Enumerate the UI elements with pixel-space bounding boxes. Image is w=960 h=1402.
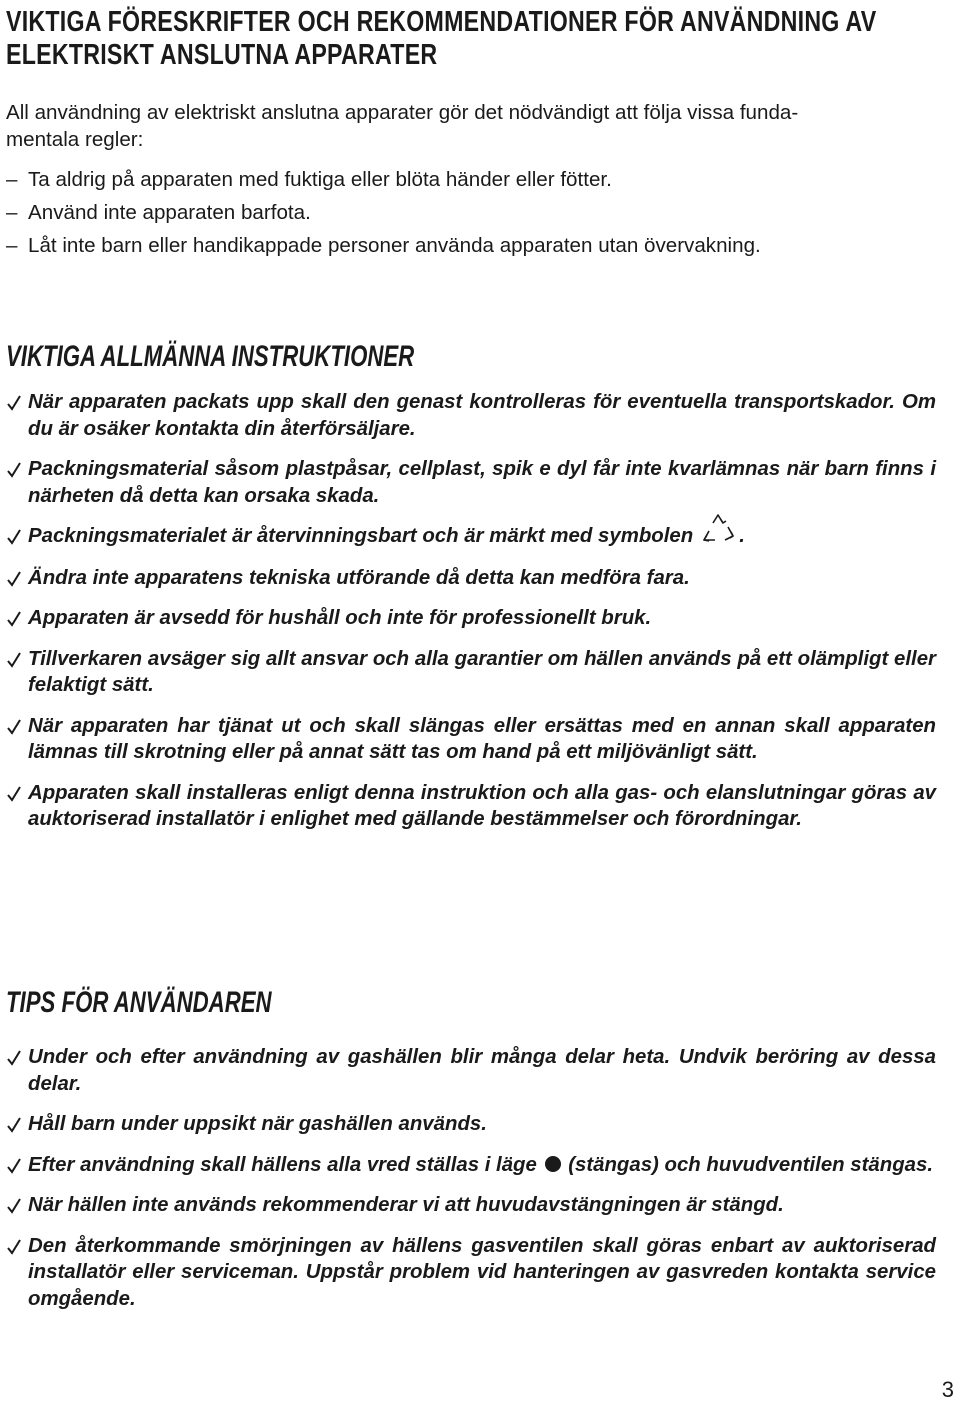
check-icon bbox=[6, 1111, 26, 1133]
general-item bbox=[6, 565, 936, 592]
general-item bbox=[6, 646, 936, 699]
dash-bullet: – bbox=[6, 234, 18, 257]
general-item bbox=[6, 456, 936, 509]
dash-bullet: – bbox=[6, 168, 18, 191]
tip-item-text: Under och efter användning av gashällen blir många delar heta. Undvik beröring av dessa delar. bbox=[28, 1046, 936, 1095]
intro-paragraph bbox=[6, 99, 930, 153]
general-item-text: När apparaten har tjänat ut och skall slängas eller ersättas med en annan skall apparaten lämnas till skrotning eller på annat sätt tas om hand på ett miljövänligt sätt. bbox=[28, 714, 936, 763]
intro-line2: mentala regler: bbox=[6, 128, 144, 151]
general-instructions-list bbox=[6, 389, 936, 847]
main-heading-line2: ELEKTRISKT ANSLUTNA APPARATER bbox=[6, 39, 438, 71]
check-icon bbox=[6, 565, 26, 587]
safety-dash-list bbox=[6, 166, 936, 265]
general-item-text: Apparaten skall installeras enligt denna instruktion och alla gas- och elanslutningar göras av auktoriserad installatör i enlighet med gällande bestämmelser och förordningar. bbox=[28, 781, 936, 830]
general-item-text: Tillverkaren avsäger sig allt ansvar och alla garantier om hällen används på ett olämpligt eller felaktigt sätt. bbox=[28, 647, 936, 696]
general-item-text: Packningsmaterial såsom plastpåsar, cellplast, spik e dyl får inte kvarlämnas när barn finns i närheten då detta kan orsaka skada. bbox=[28, 458, 936, 507]
dash-item bbox=[6, 166, 936, 199]
general-item bbox=[6, 523, 936, 551]
check-icon bbox=[6, 389, 26, 411]
check-icon bbox=[6, 1044, 26, 1066]
user-tips-list bbox=[6, 1044, 936, 1326]
recycle-suffix: . bbox=[739, 525, 745, 548]
tip-item-text: Efter användning skall hällens alla vred ställas i läge bbox=[28, 1153, 537, 1176]
user-tips-heading: TIPS FÖR ANVÄNDAREN bbox=[6, 986, 272, 1019]
check-icon bbox=[6, 1233, 26, 1255]
dash-item bbox=[6, 199, 936, 232]
tip-item bbox=[6, 1111, 936, 1138]
tip-item bbox=[6, 1044, 936, 1097]
general-item-text: Apparaten är avsedd för hushåll och inte för professionellt bruk. bbox=[28, 607, 652, 629]
check-icon bbox=[6, 646, 26, 668]
intro-line1: All användning av elektriskt anslutna apparater gör det nödvändigt att följa vissa funda- bbox=[6, 101, 799, 124]
tip-item bbox=[6, 1233, 936, 1313]
tip-item bbox=[6, 1192, 936, 1219]
check-icon bbox=[6, 713, 26, 735]
dash-item-text: Ta aldrig på apparaten med fuktiga eller blöta händer eller fötter. bbox=[28, 168, 612, 191]
tip-item-text: När hällen inte används rekommenderar vi att huvudavstängningen är stängd. bbox=[28, 1194, 784, 1216]
check-icon bbox=[6, 523, 26, 545]
check-icon bbox=[6, 1152, 26, 1174]
page-number: 3 bbox=[941, 1377, 954, 1402]
dash-item-text: Använd inte apparaten barfota. bbox=[28, 201, 311, 224]
main-heading bbox=[6, 6, 876, 72]
general-item-text: Ändra inte apparatens tekniska utförande då detta kan medföra fara. bbox=[28, 566, 690, 589]
dash-bullet: – bbox=[6, 201, 18, 224]
main-heading-line1: VIKTIGA FÖRESKRIFTER OCH REKOMMENDATIONER FÖR ANVÄNDNING AV bbox=[6, 6, 877, 38]
check-icon bbox=[6, 1192, 26, 1214]
general-item bbox=[6, 713, 936, 766]
general-item-text: Packningsmaterialet är återvinningsbart och är märkt med symbolen bbox=[28, 525, 694, 548]
tip-item-text: Håll barn under uppsikt när gashällen används. bbox=[28, 1113, 487, 1135]
check-icon bbox=[6, 780, 26, 802]
general-item-text: När apparaten packats upp skall den genast kontrolleras för eventuella transportskador. Om du är osäker kontakta din återförsäljare. bbox=[28, 391, 936, 440]
recycle-icon bbox=[701, 513, 735, 551]
general-item bbox=[6, 605, 936, 632]
general-instructions-heading: VIKTIGA ALLMÄNNA INSTRUKTIONER bbox=[6, 340, 415, 373]
tip-item bbox=[6, 1152, 936, 1179]
dash-item-text: Låt inte barn eller handikappade personer använda apparaten utan övervakning. bbox=[28, 234, 761, 257]
check-icon bbox=[6, 605, 26, 627]
general-item bbox=[6, 389, 936, 442]
dash-item bbox=[6, 232, 936, 265]
check-icon bbox=[6, 456, 26, 478]
filled-circle-icon bbox=[545, 1156, 561, 1172]
tip-item-text: Den återkommande smörjningen av hällens gasventilen skall göras enbart av auktoriserad installatör eller serviceman. Uppstår problem vid hanteringen av gasvreden kontakta service omgående. bbox=[28, 1234, 936, 1310]
general-item bbox=[6, 780, 936, 833]
tip-item-suffix: (stängas) och huvudventilen stängas. bbox=[568, 1153, 934, 1176]
